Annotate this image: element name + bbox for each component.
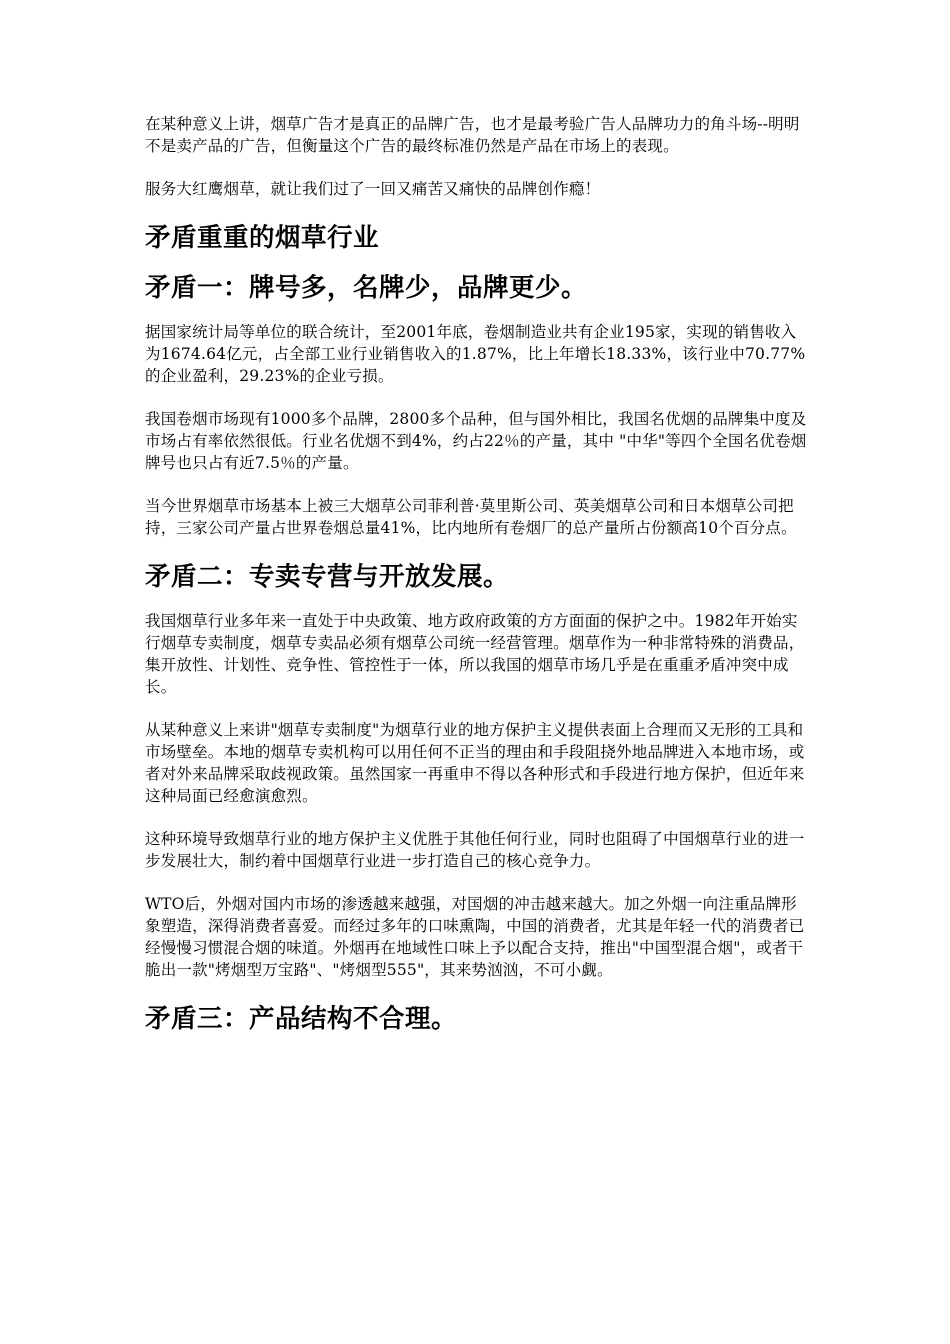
section-2-paragraph-4: WTO后，外烟对国内市场的渗透越来越强，对国烟的冲击越来越大。加之外烟一向注重品牌形象塑造，深得消费者喜爱。而经过多年的口味熏陶，中国的消费者，尤其是年轻一代的消费者已经慢慢习惯混合烟的味道。外烟再在地域性口味上予以配合支持，推出"中国型混合烟"，或者干脆出一款"烤烟型万宝路"、"烤烟型555"，其来势汹汹，不可小觑。 [145, 895, 805, 979]
section-1-paragraph-1: 据国家统计局等单位的联合统计，至2001年底，卷烟制造业共有企业195家，实现的销售收入为1674.64亿元，占全部工业行业销售收入的1.87%，比上年增长18.33%，该行业中70.77%的企业盈利，29.23%的企业亏损。 [145, 323, 806, 385]
section-2-heading: 矛盾二：专卖专营与开放发展。 [145, 562, 510, 592]
document-page [145, 113, 810, 1052]
section-1-heading: 矛盾一：牌号多，名牌少，品牌更少。 [145, 273, 588, 303]
section-2-paragraph-3: 这种环境导致烟草行业的地方保护主义优胜于其他任何行业，同时也阻碍了中国烟草行业的进一步发展壮大，制约着中国烟草行业进一步打造自己的核心竞争力。 [145, 830, 805, 870]
section-3-heading: 矛盾三：产品结构不合理。 [145, 1004, 458, 1034]
section-2-paragraph-1: 我国烟草行业多年来一直处于中央政策、地方政府政策的方方面面的保护之中。1982年开始实行烟草专卖制度，烟草专卖品必须有烟草公司统一经营管理。烟草作为一种非常特殊的消费品，集开放性、计划性、竞争性、管控性于一体，所以我国的烟草市场几乎是在重重矛盾冲突中成长。 [145, 612, 805, 696]
section-2-paragraph-2: 从某种意义上来讲"烟草专卖制度"为烟草行业的地方保护主义提供表面上合理而又无形的工具和市场壁垒。本地的烟草专卖机构可以用任何不正当的理由和手段阻挠外地品牌进入本地市场，或者对外来品牌采取歧视政策。虽然国家一再重申不得以各种形式和手段进行地方保护，但近年来这种局面已经愈演愈烈。 [145, 721, 805, 805]
section-1-paragraph-2: 我国卷烟市场现有1000多个品牌，2800多个品种，但与国外相比，我国名优烟的品牌集中度及市场占有率依然很低。行业名优烟不到4%，约占22％的产量，其中 "中华"等四个全国名优卷烟牌号也只占有近7.5％的产量。 [145, 410, 807, 472]
section-1-paragraph-3: 当今世界烟草市场基本上被三大烟草公司菲利普·莫里斯公司、英美烟草公司和日本烟草公司把持，三家公司产量占世界卷烟总量41%，比内地所有卷烟厂的总产量所占份额高10个百分点。 [145, 497, 797, 537]
intro-paragraph-2: 服务大红鹰烟草，就让我们过了一回又痛苦又痛快的品牌创作瘾！ [145, 180, 601, 198]
intro-paragraph-1: 在某种意义上讲，烟草广告才是真正的品牌广告，也才是最考验广告人品牌功力的角斗场--明明不是卖产品的广告，但衡量这个广告的最终标准仍然是产品在市场上的表现。 [145, 115, 800, 155]
main-heading: 矛盾重重的烟草行业 [145, 223, 380, 253]
